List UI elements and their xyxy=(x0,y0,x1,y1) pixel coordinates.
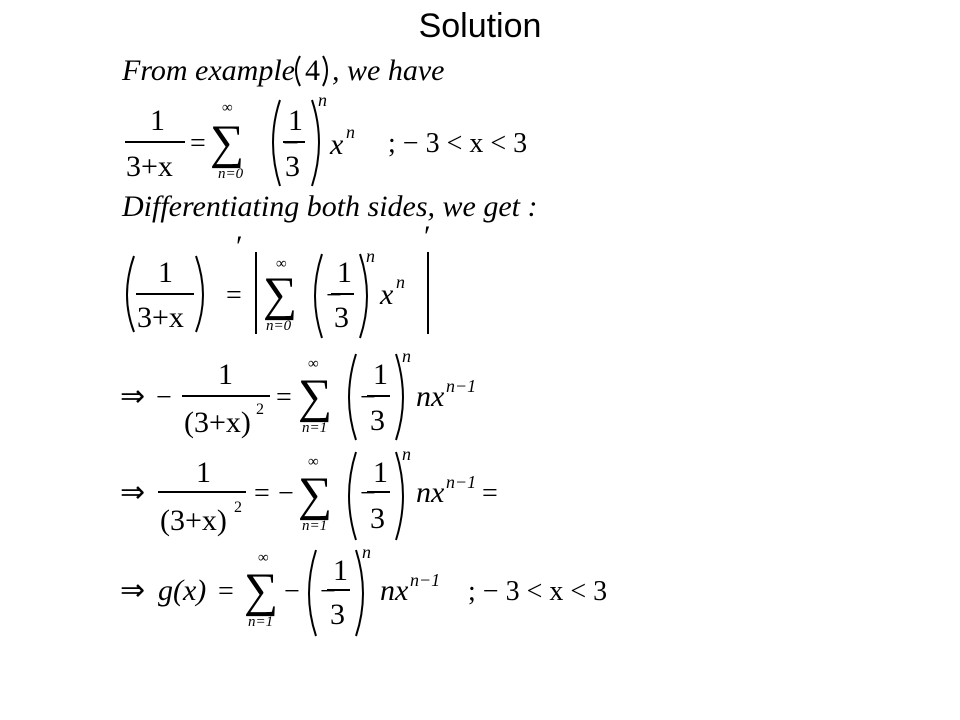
equation-differentiate xyxy=(127,220,431,338)
minus-sign-inner: − xyxy=(360,382,376,413)
g-of-x: g(x) xyxy=(158,574,207,607)
paren-close xyxy=(312,100,319,186)
paren-close xyxy=(396,354,403,440)
term-nx: nx xyxy=(416,380,445,413)
paren-open xyxy=(349,354,356,440)
minus-sign: − xyxy=(156,382,172,413)
minus-sign: − xyxy=(283,128,299,159)
sigma-sign: ∑ xyxy=(298,468,333,521)
sum-lower-limit: n=1 xyxy=(302,518,328,534)
frac-denominator: (3+x) xyxy=(160,504,227,537)
inner-frac-denominator: 3 xyxy=(285,150,300,183)
exponent-n-x: n xyxy=(396,272,405,292)
paren-open xyxy=(349,452,356,540)
frac-denominator: 3+x xyxy=(137,301,184,334)
inner-frac-denominator: 3 xyxy=(330,598,345,631)
inner-frac-denominator: 3 xyxy=(370,502,385,535)
frac-denominator: (3+x) xyxy=(184,406,251,439)
sum-upper-limit: ∞ xyxy=(308,356,319,372)
sum-lower-limit: n=0 xyxy=(266,318,292,334)
term-exponent: n−1 xyxy=(446,376,477,396)
inner-frac-numerator: 1 xyxy=(333,554,348,587)
prime-mark: ′ xyxy=(236,230,243,263)
term-nx: nx xyxy=(380,574,409,607)
we-have-text: , we have xyxy=(332,54,445,87)
minus-sign: − xyxy=(284,576,300,607)
sum-lower-limit: n=1 xyxy=(248,614,274,630)
frac-numerator: 1 xyxy=(196,456,211,489)
exponent-n-x: n xyxy=(346,122,355,142)
equals-sign: = xyxy=(190,128,206,159)
exponent-n: n xyxy=(402,346,411,366)
implies-arrow: ⇒ xyxy=(120,476,146,509)
inner-frac-numerator: 1 xyxy=(373,456,388,489)
sigma-sign: ∑ xyxy=(244,564,279,617)
minus-sign-inner: − xyxy=(360,478,376,509)
inner-frac-denominator: 3 xyxy=(334,301,349,334)
equation-geometric-series xyxy=(125,90,527,186)
denominator-exponent: 2 xyxy=(234,499,242,516)
sigma-sign: ∑ xyxy=(298,370,333,423)
paren-open xyxy=(273,100,280,186)
sum-upper-limit: ∞ xyxy=(258,550,269,566)
paren-open xyxy=(315,254,322,338)
equation-derivative-result xyxy=(120,346,476,440)
term-exponent: n−1 xyxy=(410,570,441,590)
equals-sign: = xyxy=(218,576,234,607)
from-example-text: From example xyxy=(122,54,295,87)
trailing-equals-sign: = xyxy=(482,478,498,509)
exponent-n: n xyxy=(362,542,371,562)
frac-numerator: 1 xyxy=(150,104,165,137)
inner-frac-numerator: 1 xyxy=(373,358,388,391)
paren-close xyxy=(196,256,203,332)
slide-title: Solution xyxy=(418,7,542,45)
minus-sign: − xyxy=(278,478,294,509)
equals-sign: = xyxy=(254,478,270,509)
minus-sign: − xyxy=(326,280,342,311)
prime-mark-outer: ′ xyxy=(424,220,431,253)
equation-g-of-x xyxy=(120,542,607,636)
frac-numerator: 1 xyxy=(218,358,233,391)
differentiating-text: Differentiating both sides, we get : xyxy=(122,190,538,223)
sigma-sign: ∑ xyxy=(263,268,298,321)
frac-denominator: 3+x xyxy=(126,150,173,183)
sum-lower-limit: n=0 xyxy=(218,166,244,182)
sigma-sign: ∑ xyxy=(210,116,245,169)
line-from-example xyxy=(121,54,444,87)
inner-frac-denominator: 3 xyxy=(370,404,385,437)
inner-frac-numerator: 1 xyxy=(337,256,352,289)
implies-arrow: ⇒ xyxy=(120,574,146,607)
sum-upper-limit: ∞ xyxy=(308,454,319,470)
equals-sign: = xyxy=(276,382,292,413)
example-number: 4 xyxy=(305,54,320,87)
frac-numerator: 1 xyxy=(158,256,173,289)
sum-upper-limit: ∞ xyxy=(222,100,233,116)
domain-condition: ; − 3 < x < 3 xyxy=(468,576,608,607)
term-exponent: n−1 xyxy=(446,472,477,492)
sum-upper-limit: ∞ xyxy=(276,256,287,272)
domain-condition: ; − 3 < x < 3 xyxy=(388,128,528,159)
paren-close xyxy=(396,452,403,540)
implies-arrow: ⇒ xyxy=(120,380,146,413)
paren-open xyxy=(127,256,134,332)
paren-close xyxy=(360,254,367,338)
exponent-n: n xyxy=(366,246,375,266)
paren-close xyxy=(356,550,363,636)
inner-frac-numerator: 1 xyxy=(288,104,303,137)
paren-open xyxy=(309,550,316,636)
variable-x: x xyxy=(330,128,344,161)
denominator-exponent: 2 xyxy=(256,401,264,418)
variable-x: x xyxy=(380,278,394,311)
exponent-n: n xyxy=(318,90,327,110)
minus-sign-inner: − xyxy=(320,576,336,607)
paren-close xyxy=(323,56,327,86)
term-nx: nx xyxy=(416,476,445,509)
equation-negated xyxy=(120,444,498,540)
exponent-n: n xyxy=(402,444,411,464)
paren-open xyxy=(296,56,300,86)
sum-lower-limit: n=1 xyxy=(302,420,328,436)
equals-sign: = xyxy=(226,280,242,311)
